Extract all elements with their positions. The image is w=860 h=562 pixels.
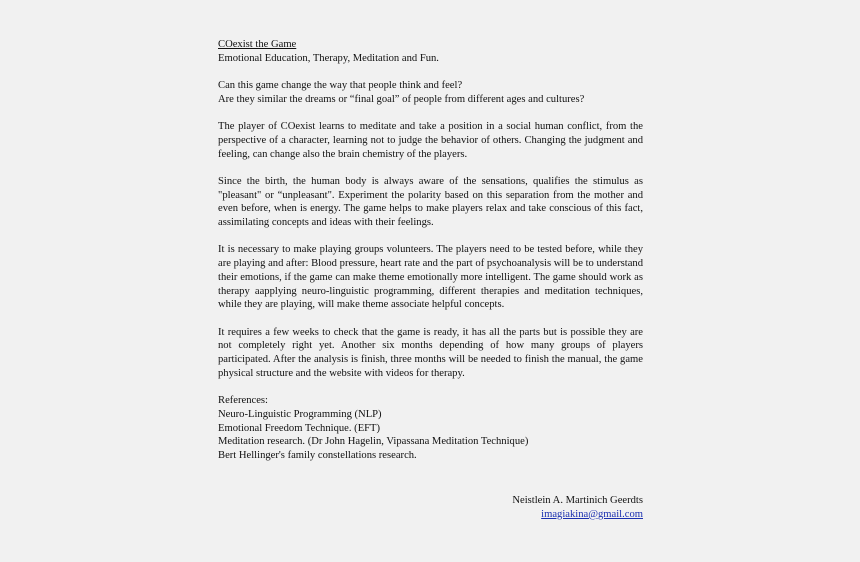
paragraph-volunteers: It is necessary to make playing groups volunteers. The players need to be tested before, while they are playing and after: Blood pressure, heart rate and the part of psychoanalysis will be to understand their emotions, if the game can make theme emotionally more intelligent. The game should work as therapy aapplying neuro-linguistic programming, different therapies and meditation techniques, while they are playing, will make theme associate helpful concepts. bbox=[218, 244, 643, 311]
reference-item: Neuro-Linguistic Programming (NLP) bbox=[218, 408, 382, 420]
question-1: Can this game change the way that people think and feel? bbox=[218, 80, 463, 92]
signature-block bbox=[218, 494, 643, 521]
document-body bbox=[218, 38, 643, 476]
reference-item: Bert Hellinger's family constellations research. bbox=[218, 450, 417, 461]
document-title: COexist the Game bbox=[218, 39, 297, 50]
questions-block bbox=[218, 79, 643, 106]
paragraph-meditation: The player of COexist learns to meditate and take a position in a social human conflict, from the perspective of a character, learning not to judge the behavior of others. Changing the judgment and feeling, can change also the brain chemistry of the players. bbox=[218, 121, 643, 160]
reference-item: Emotional Freedom Technique. (EFT) bbox=[218, 422, 381, 434]
question-2: Are they similar the dreams or “final goal” of people from different ages and cultures? bbox=[218, 93, 585, 105]
header-block bbox=[218, 38, 643, 65]
author-name: Neistlein A. Martinich Geerdts bbox=[512, 495, 643, 506]
paragraph-sensations: Since the birth, the human body is always aware of the sensations, qualifies the stimulus as "pleasant" or “unpleasant". Experiment the polarity based on this separation from the mother and even before, when is energy. The game helps to make players relax and take conscious of this fact, assimilating concepts and ideas with their feelings. bbox=[218, 175, 643, 229]
paragraph-timeline: It requires a few weeks to check that the game is ready, it has all the parts but is possible they are not completely right yet. Another six months depending of how many groups of players participated. After the analysis is finish, three months will be needed to finish the manual, the game physical structure and the website with videos for therapy. bbox=[218, 326, 643, 379]
reference-item: Meditation research. (Dr John Hagelin, Vipassana Meditation Technique) bbox=[218, 436, 529, 448]
author-email-link[interactable]: imagiakina@gmail.com bbox=[541, 508, 643, 520]
references-block bbox=[218, 394, 643, 463]
references-heading: References: bbox=[218, 395, 268, 407]
document-subtitle: Emotional Education, Therapy, Meditation and Fun. bbox=[218, 52, 439, 64]
